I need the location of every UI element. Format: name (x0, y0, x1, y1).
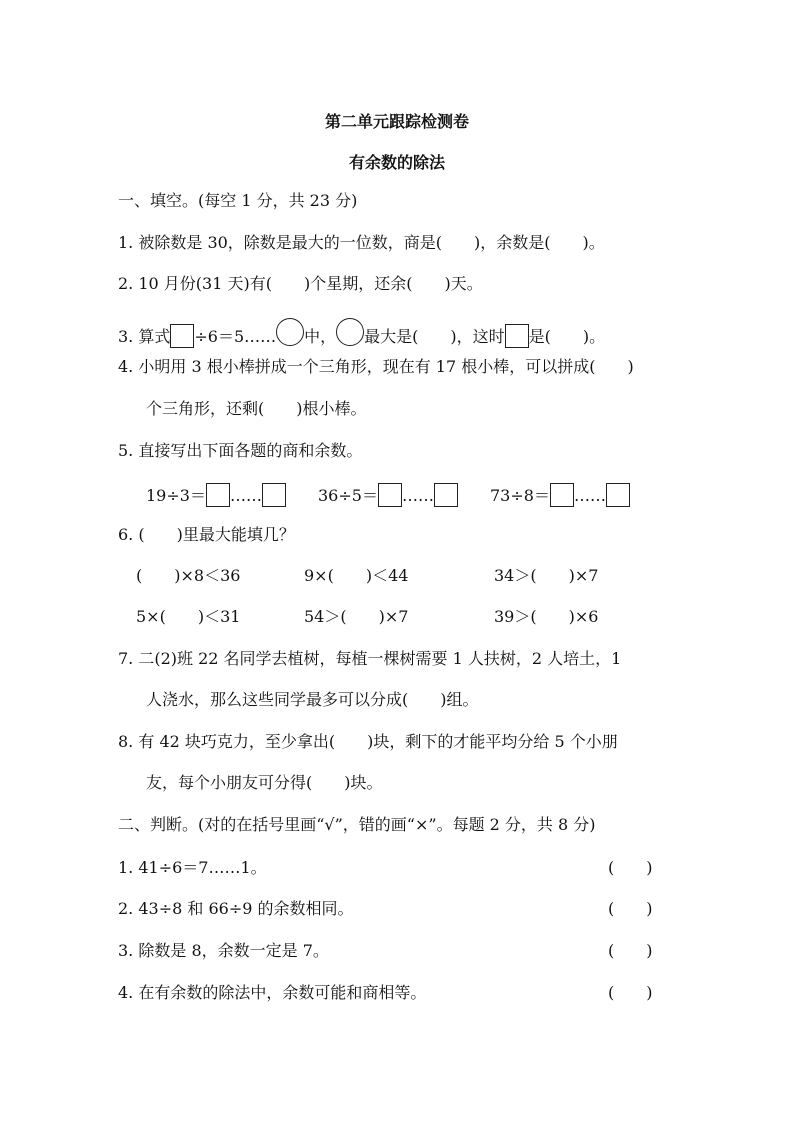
question-7-line-1: 7. 二(2)班 22 名同学去植树，每植一棵树需要 1 人扶树，2 人培土，1 (118, 649, 622, 668)
answer-box[interactable] (505, 324, 529, 348)
quotient-box[interactable] (378, 483, 402, 507)
q6-item: 54＞( )×7 (304, 607, 409, 626)
remainder-box[interactable] (606, 483, 630, 507)
question-6: 6. ( )里最大能填几？ (118, 525, 295, 544)
question-1: 1. 被除数是 30，除数是最大的一位数，商是( )，余数是( )。 (118, 233, 605, 252)
section-2-heading: 二、判断。(对的在括号里画“√”，错的画“×”。每题 2 分，共 8 分) (118, 815, 596, 834)
judge-answer-2[interactable]: ( ) (608, 899, 653, 918)
question-5: 5. 直接写出下面各题的商和余数。 (118, 441, 363, 460)
quotient-box[interactable] (206, 483, 230, 507)
judge-answer-3[interactable]: ( ) (608, 941, 653, 960)
worksheet-subtitle: 有余数的除法 (348, 153, 445, 172)
q3-text-c: 中， (304, 327, 337, 346)
answer-circle[interactable] (336, 318, 364, 346)
worksheet-title: 第二单元跟踪检测卷 (324, 112, 469, 131)
judge-item-1: 1. 41÷6＝7……1。 (118, 858, 267, 877)
answer-box[interactable] (170, 324, 194, 348)
q3-text-e: 是( )。 (528, 327, 606, 346)
question-2: 2. 10 月份(31 天)有( )个星期，还余( )天。 (118, 274, 483, 293)
q6-item: 9×( )＜44 (304, 566, 409, 585)
q3-text-a: 3. 算式 (118, 327, 171, 346)
q6-item: 5×( )＜31 (136, 607, 241, 626)
question-3 (118, 318, 605, 348)
question-4-line-2: 个三角形，还剩( )根小棒。 (146, 399, 367, 418)
answer-circle[interactable] (276, 318, 304, 346)
q5-expression-2: 36÷5＝ …… (318, 483, 458, 507)
question-8-line-1: 8. 有 42 块巧克力，至少拿出( )块，剩下的才能平均分给 5 个小朋 (118, 732, 618, 751)
judge-item-3: 3. 除数是 8，余数一定是 7。 (118, 941, 329, 960)
judge-answer-1[interactable]: ( ) (608, 858, 653, 877)
judge-item-2: 2. 43÷8 和 66÷9 的余数相同。 (118, 899, 354, 918)
question-7-line-2: 人浇水，那么这些同学最多可以分成( )组。 (146, 690, 479, 709)
question-8-line-2: 友，每个小朋友可分得( )块。 (146, 773, 383, 792)
judge-item-4: 4. 在有余数的除法中，余数可能和商相等。 (118, 983, 427, 1002)
q6-item: 34＞( )×7 (494, 566, 599, 585)
q5-expression-1: 19÷3＝ …… (146, 483, 286, 507)
remainder-box[interactable] (434, 483, 458, 507)
judge-answer-4[interactable]: ( ) (608, 983, 653, 1002)
question-4-line-1: 4. 小明用 3 根小棒拼成一个三角形，现在有 17 根小棒，可以拼成( ) (118, 357, 634, 376)
q3-text-d: 最大是( )，这时 (364, 327, 505, 346)
q3-text-b: ÷6＝5…… (194, 327, 277, 346)
q6-item: ( )×8＜36 (136, 566, 241, 585)
quotient-box[interactable] (550, 483, 574, 507)
section-1-heading: 一、填空。(每空 1 分，共 23 分) (118, 191, 358, 210)
remainder-box[interactable] (262, 483, 286, 507)
q6-item: 39＞( )×6 (494, 607, 599, 626)
q5-expression-3: 73÷8＝ …… (490, 483, 630, 507)
